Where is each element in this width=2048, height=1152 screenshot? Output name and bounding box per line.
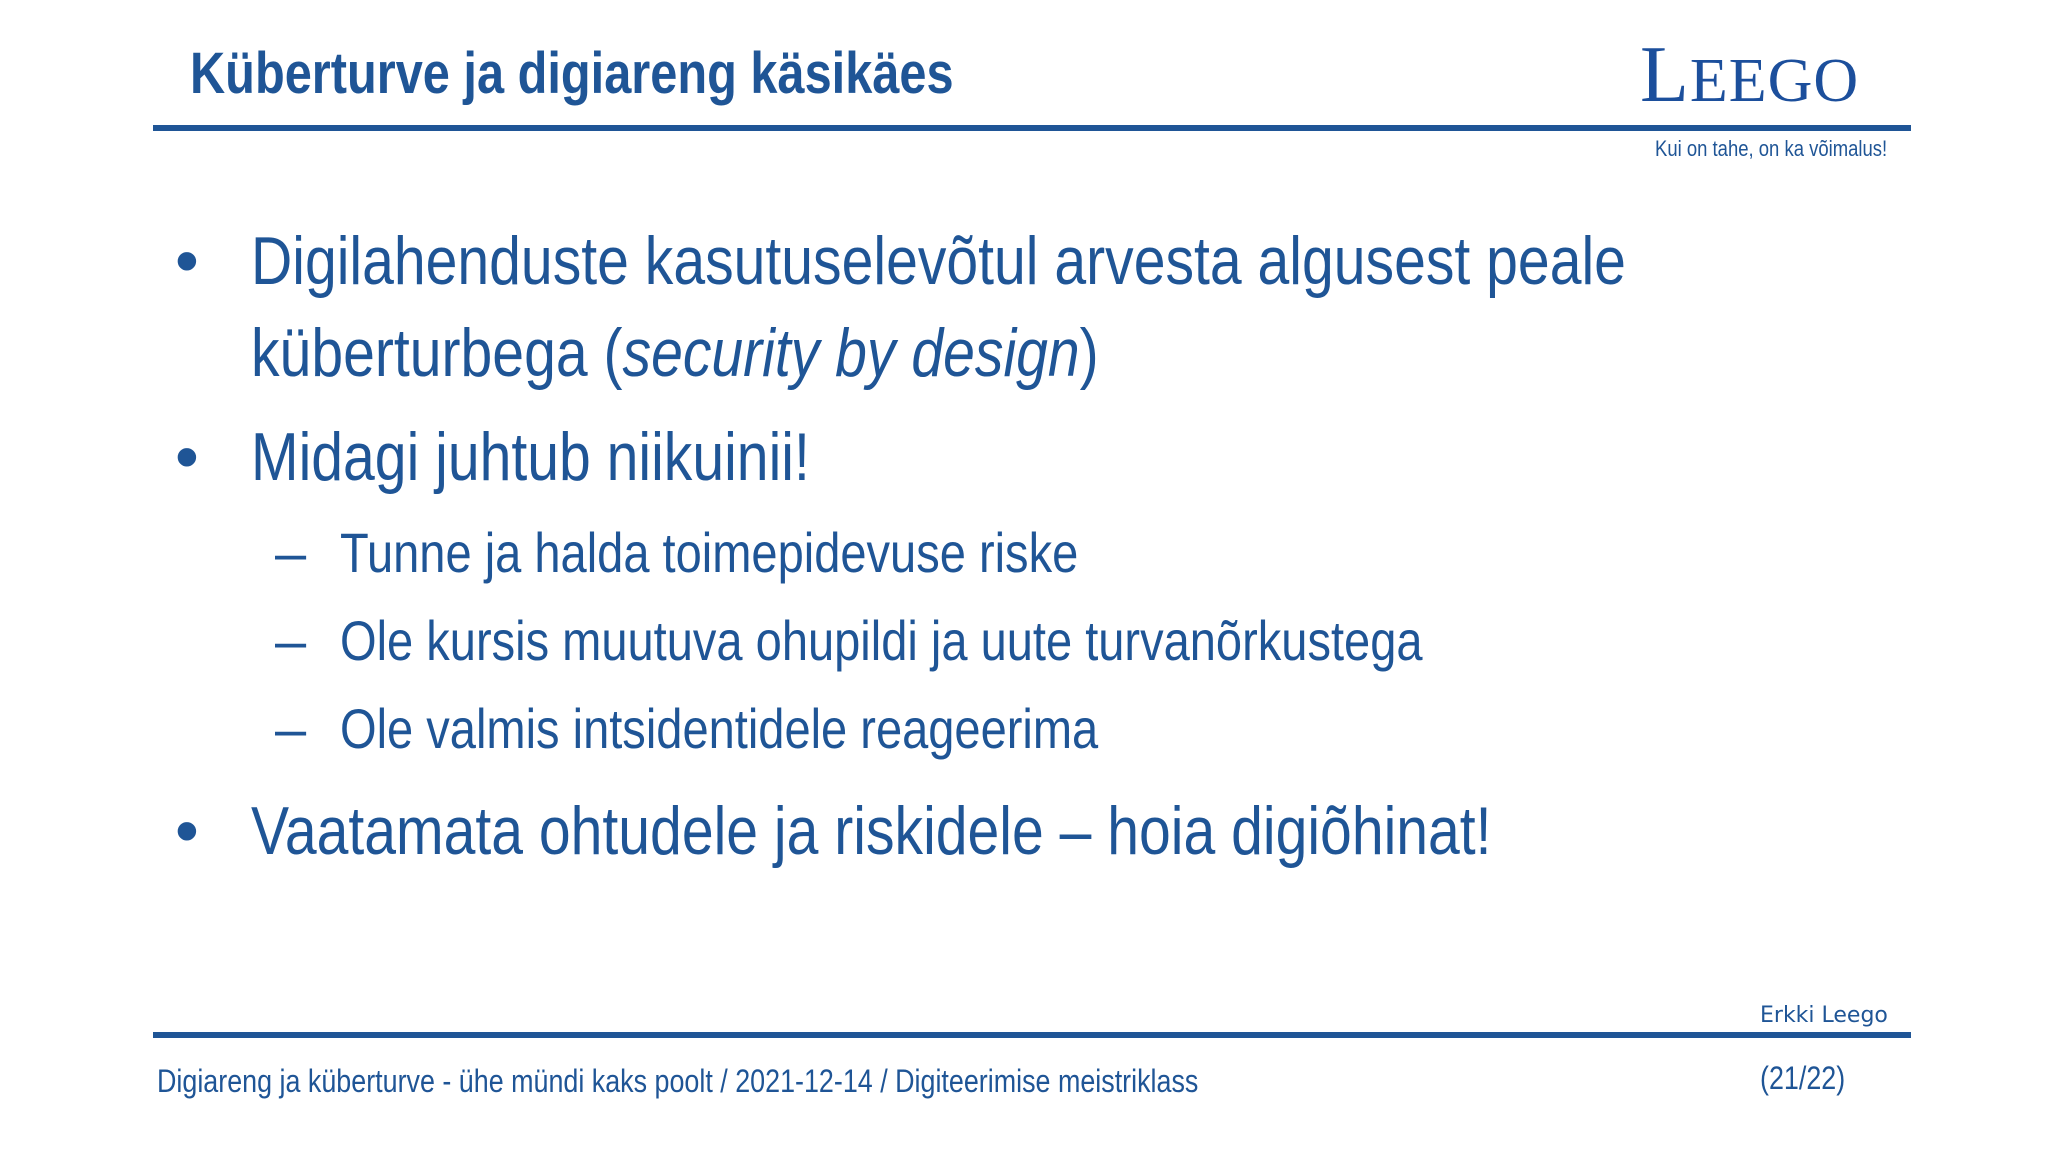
footer-divider — [153, 1032, 1911, 1038]
bullet-text: Vaatamata ohtudele ja riskidele – hoia digiõhinat! — [251, 793, 1492, 869]
footer-text: Digiareng ja küberturve - ühe mündi kaks poolt / 2021-12-14 / Digiteerimise meistriklass — [157, 1063, 1199, 1099]
bullet-mark: • — [175, 793, 199, 869]
sub-text: Ole kursis muutuva ohupildi ja uute turvanõrkustega — [340, 609, 1423, 672]
header-divider — [153, 125, 1911, 131]
bullet-mark: • — [175, 223, 199, 299]
leego-logo: LEEGO — [1640, 31, 1860, 119]
sub-mark: – — [275, 609, 307, 672]
sub-text: Ole valmis intsidentidele reageerima — [340, 697, 1099, 760]
sub-mark: – — [275, 697, 307, 760]
page-number: (21/22) — [1760, 1060, 1846, 1096]
italic-term: security by design — [622, 315, 1080, 391]
bullet-mark: • — [175, 419, 199, 495]
bullet-text: Digilahenduste kasutuselevõtul arvesta algusest peale — [251, 223, 1626, 299]
author-name: Erkki Leego — [1760, 1003, 1888, 1028]
sub-text: Tunne ja halda toimepidevuse riske — [340, 521, 1079, 584]
slide-title: Küberturve ja digiareng käsikäes — [190, 41, 954, 106]
sub-mark: – — [275, 521, 307, 584]
bullet-text: Midagi juhtub niikuinii! — [251, 419, 810, 495]
logo-tagline: Kui on tahe, on ka võimalus! — [1655, 136, 1888, 161]
